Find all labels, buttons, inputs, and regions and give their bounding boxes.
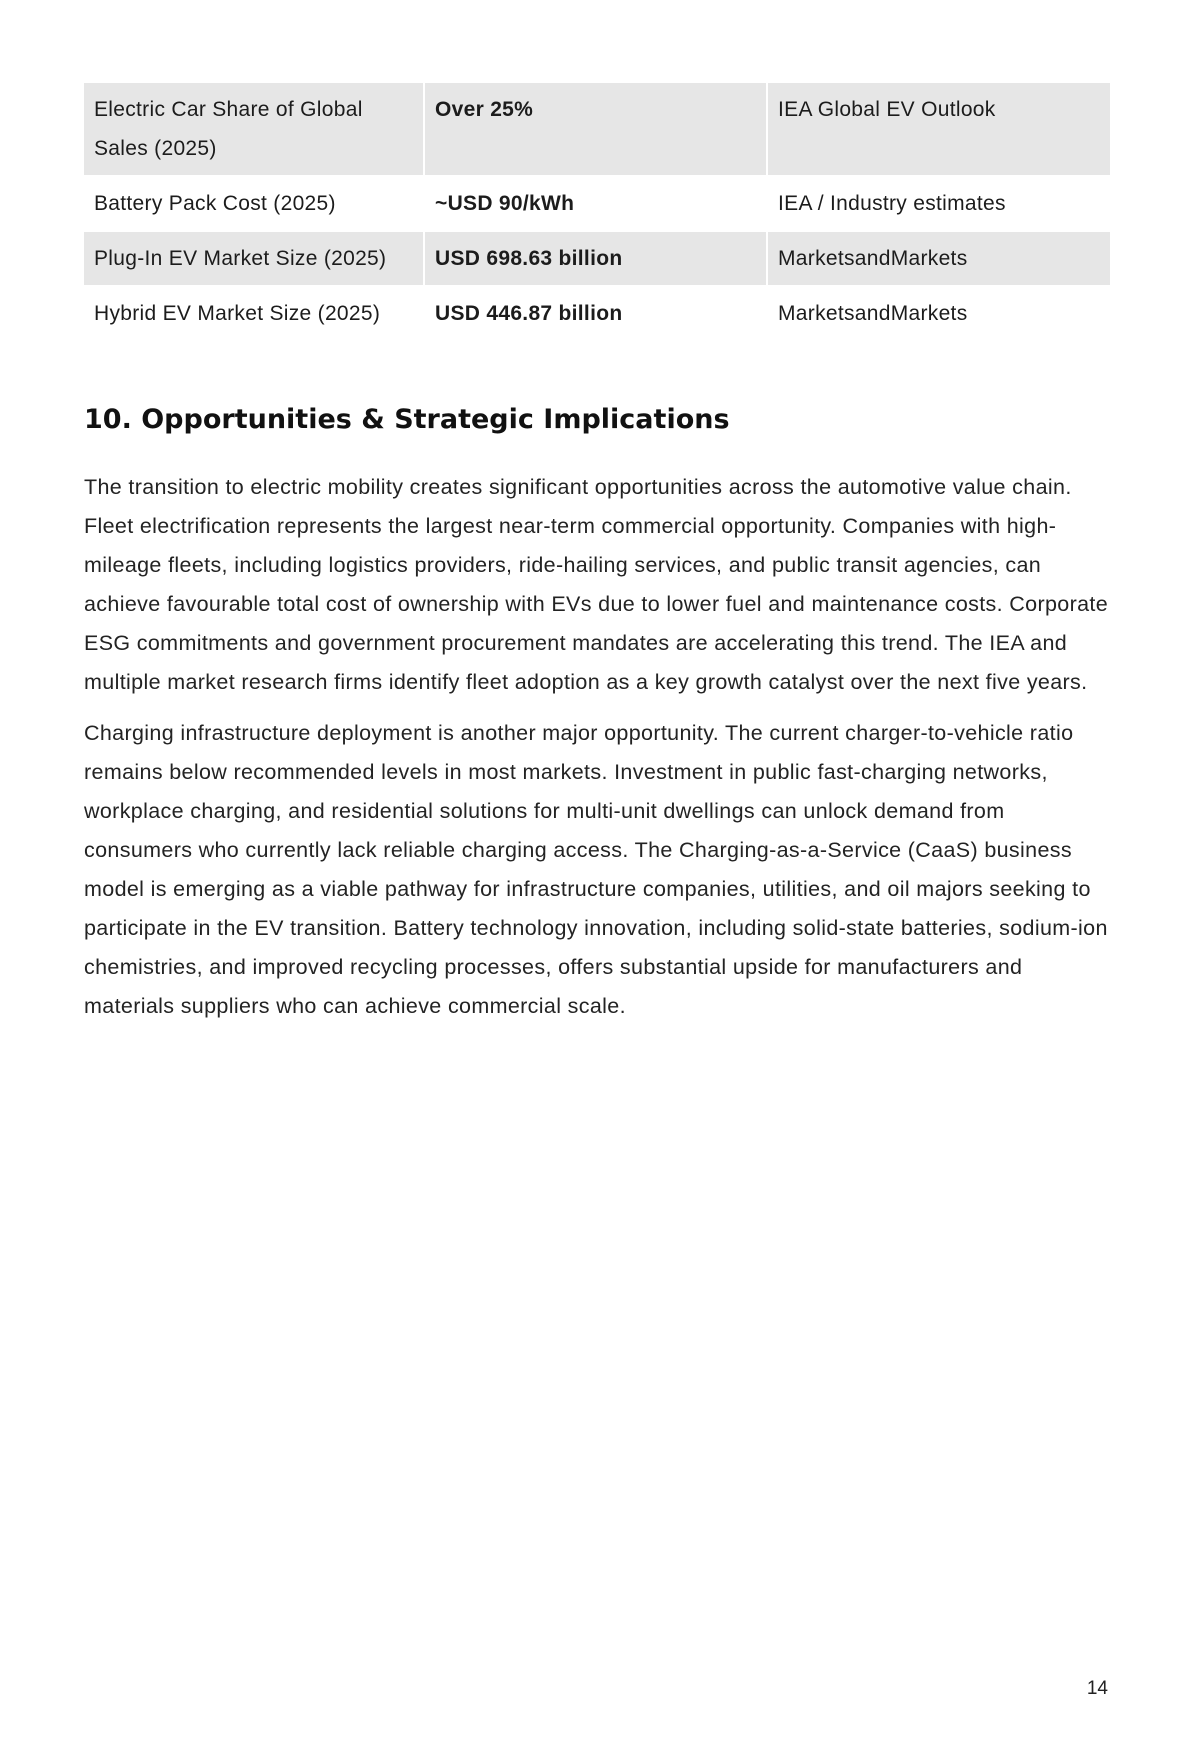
metric-cell: Electric Car Share of Global Sales (2025)	[84, 83, 424, 176]
metric-cell: Plug-In EV Market Size (2025)	[84, 231, 424, 286]
market-metrics-table	[84, 83, 1110, 342]
value-cell: USD 446.87 billion	[424, 286, 767, 341]
metric-cell: Hybrid EV Market Size (2025)	[84, 286, 424, 341]
source-cell: MarketsandMarkets	[767, 231, 1110, 286]
source-cell: IEA Global EV Outlook	[767, 83, 1110, 176]
value-cell: Over 25%	[424, 83, 767, 176]
table-row	[84, 286, 1110, 341]
section-heading: 10. Opportunities & Strategic Implications	[84, 404, 730, 435]
source-cell: MarketsandMarkets	[767, 286, 1110, 341]
metric-cell: Battery Pack Cost (2025)	[84, 176, 424, 231]
table-row	[84, 176, 1110, 231]
section-body	[84, 468, 1110, 1026]
page-number: 14	[1086, 1678, 1108, 1699]
value-cell: USD 698.63 billion	[424, 231, 767, 286]
paragraph: Charging infrastructure deployment is another major opportunity. The current charger-to-vehicle ratio remains below recommended levels in most markets. Investment in public fast-charging networks, workplace charging, and residential solutions for multi-unit dwellings can unlock demand from consumers who currently lack reliable charging access. The Charging-as-a-Service (CaaS) business model is emerging as a viable pathway for infrastructure companies, utilities, and oil majors seeking to participate in the EV transition. Battery technology innovation, including solid-state batteries, sodium-ion chemistries, and improved recycling processes, offers substantial upside for manufacturers and materials suppliers who can achieve commercial scale.	[84, 721, 1108, 1018]
document-page	[84, 83, 1110, 1038]
table-row	[84, 231, 1110, 286]
value-cell: ~USD 90/kWh	[424, 176, 767, 231]
source-cell: IEA / Industry estimates	[767, 176, 1110, 231]
paragraph: The transition to electric mobility creates significant opportunities across the automotive value chain. Fleet electrification represents the largest near-term commercial opportunity. Companies with high-mileage fleets, including logistics providers, ride-hailing services, and public transit agencies, can achieve favourable total cost of ownership with EVs due to lower fuel and maintenance costs. Corporate ESG commitments and government procurement mandates are accelerating this trend. The IEA and multiple market research firms identify fleet adoption as a key growth catalyst over the next five years.	[84, 475, 1109, 694]
table-row	[84, 83, 1110, 176]
